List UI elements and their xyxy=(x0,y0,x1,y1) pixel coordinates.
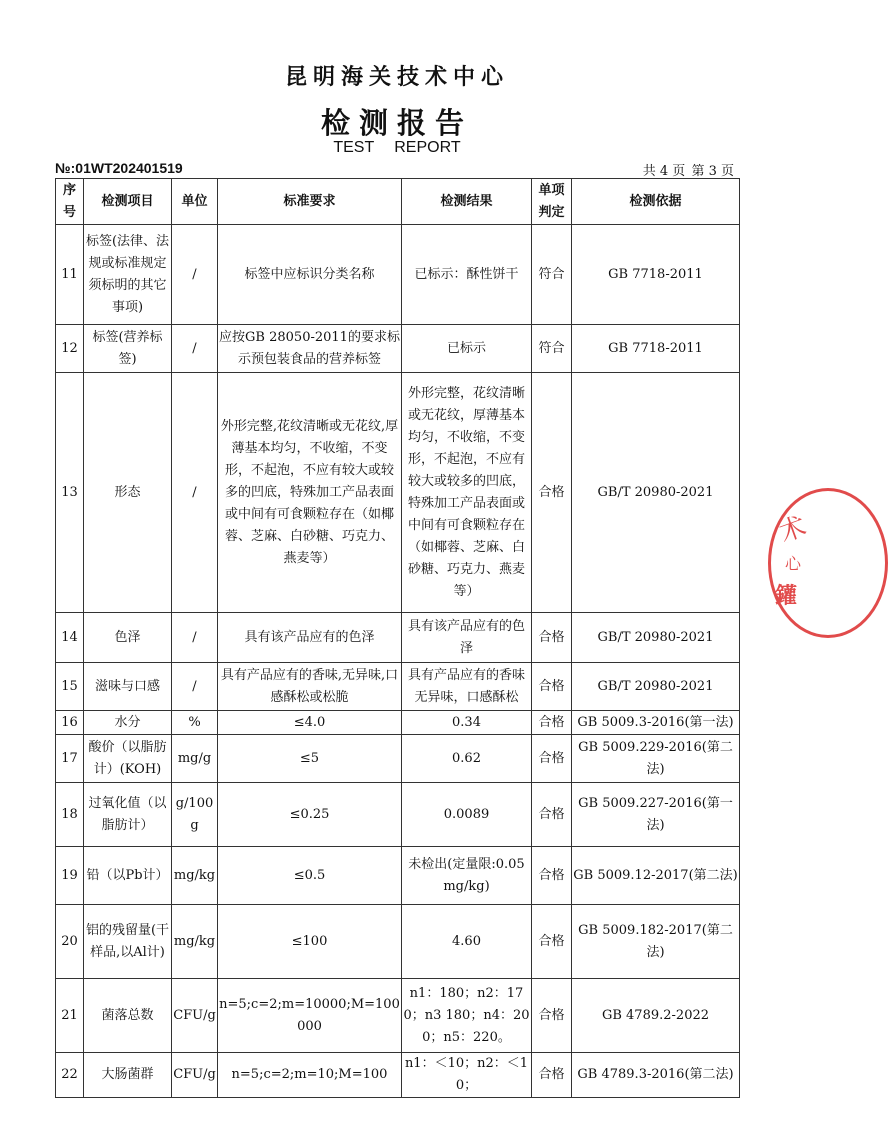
report-sub-word: TEST xyxy=(333,139,375,156)
cell-verdict: 合格 xyxy=(532,1053,572,1098)
cell-requirement: 标签中应标识分类名称 xyxy=(218,225,402,325)
cell-result: 外形完整，花纹清晰或无花纹，厚薄基本均匀，不收缩，不变形，不起泡，不应有较大或较多的凹底，特殊加工产品表面或中间有可食颗粒存在（如椰蓉、芝麻、白砂糖、巧克力、燕麦等） xyxy=(402,373,532,613)
cell-unit: g/100g xyxy=(172,783,218,847)
cell-unit: CFU/g xyxy=(172,1053,218,1098)
cell-basis: GB 5009.12-2017(第二法) xyxy=(572,847,740,905)
cell-verdict: 合格 xyxy=(532,373,572,613)
cell-basis: GB 5009.3-2016(第一法) xyxy=(572,711,740,735)
cell-unit: mg/kg xyxy=(172,847,218,905)
cell-verdict: 合格 xyxy=(532,905,572,979)
cell-basis: GB 7718-2011 xyxy=(572,225,740,325)
col-header: 检测项目 xyxy=(84,179,172,225)
cell-requirement: ≤5 xyxy=(218,735,402,783)
table-row xyxy=(56,711,740,735)
table-row xyxy=(56,225,740,325)
cell-result: 未检出(定量限:0.05mg/kg) xyxy=(402,847,532,905)
cell-item: 色泽 xyxy=(84,613,172,663)
cell-result: n1：180；n2：170；n3 180；n4：200；n5：220。 xyxy=(402,979,532,1053)
cell-verdict: 合格 xyxy=(532,711,572,735)
cell-basis: GB/T 20980-2021 xyxy=(572,373,740,613)
cell-requirement: ≤4.0 xyxy=(218,711,402,735)
cell-requirement: ≤0.5 xyxy=(218,847,402,905)
cell-requirement: 应按GB 28050-2011的要求标示预包装食品的营养标签 xyxy=(218,325,402,373)
cell-basis: GB 5009.229-2016(第二法) xyxy=(572,735,740,783)
table-row xyxy=(56,905,740,979)
cell-requirement: n=5;c=2;m=10000;M=100000 xyxy=(218,979,402,1053)
col-header: 单位 xyxy=(172,179,218,225)
table-row xyxy=(56,783,740,847)
page-current: 第 3 页 xyxy=(691,164,734,179)
cell-unit: / xyxy=(172,663,218,711)
cell-verdict: 合格 xyxy=(532,979,572,1053)
cell-unit: / xyxy=(172,613,218,663)
table-row xyxy=(56,847,740,905)
cell-verdict: 合格 xyxy=(532,735,572,783)
cell-no: 22 xyxy=(56,1053,84,1098)
cell-unit: / xyxy=(172,325,218,373)
col-header: 单项判定 xyxy=(532,179,572,225)
cell-result: n1：＜10；n2：＜10； xyxy=(402,1053,532,1098)
report-number-label: №: xyxy=(55,160,76,176)
cell-item: 铅（以Pb计） xyxy=(84,847,172,905)
org-title: 昆明海关技术中心 xyxy=(284,64,509,90)
cell-no: 11 xyxy=(56,225,84,325)
cell-unit: / xyxy=(172,373,218,613)
cell-item: 菌落总数 xyxy=(84,979,172,1053)
cell-verdict: 合格 xyxy=(532,663,572,711)
cell-no: 21 xyxy=(56,979,84,1053)
table-row xyxy=(56,373,740,613)
cell-result: 0.62 xyxy=(402,735,532,783)
cell-item: 铝的残留量(干样品,以Al计) xyxy=(84,905,172,979)
cell-item: 滋味与口感 xyxy=(84,663,172,711)
cell-basis: GB/T 20980-2021 xyxy=(572,663,740,711)
cell-item: 形态 xyxy=(84,373,172,613)
cell-verdict: 合格 xyxy=(532,847,572,905)
cell-unit: CFU/g xyxy=(172,979,218,1053)
report-sub-word: REPORT xyxy=(394,139,461,156)
cell-result: 已标示 xyxy=(402,325,532,373)
cell-basis: GB/T 20980-2021 xyxy=(572,613,740,663)
cell-item: 过氧化值（以脂肪计） xyxy=(84,783,172,847)
col-header: 检测结果 xyxy=(402,179,532,225)
official-seal-stamp xyxy=(768,488,888,638)
cell-requirement: 外形完整,花纹清晰或无花纹,厚薄基本均匀，不收缩，不变形，不起泡，不应有较大或较多的凹底，特殊加工产品表面或中间有可食颗粒存在（如椰蓉、芝麻、白砂糖、巧克力、燕麦等） xyxy=(218,373,402,613)
test-results-table xyxy=(55,178,740,1098)
cell-requirement: ≤100 xyxy=(218,905,402,979)
cell-no: 20 xyxy=(56,905,84,979)
col-header: 标准要求 xyxy=(218,179,402,225)
table-header-row xyxy=(56,179,740,225)
cell-result: 已标示：酥性饼干 xyxy=(402,225,532,325)
cell-no: 14 xyxy=(56,613,84,663)
cell-result: 具有该产品应有的色泽 xyxy=(402,613,532,663)
table-row xyxy=(56,979,740,1053)
cell-unit: % xyxy=(172,711,218,735)
table-row xyxy=(56,613,740,663)
cell-no: 15 xyxy=(56,663,84,711)
cell-verdict: 合格 xyxy=(532,613,572,663)
cell-item: 标签(法律、法规或标准规定须标明的其它事项) xyxy=(84,225,172,325)
cell-requirement: 具有产品应有的香味,无异味,口感酥松或松脆 xyxy=(218,663,402,711)
cell-result: 0.34 xyxy=(402,711,532,735)
seal-char: 鑵 xyxy=(775,583,798,609)
page-info xyxy=(641,160,734,179)
cell-verdict: 符合 xyxy=(532,325,572,373)
cell-unit: mg/g xyxy=(172,735,218,783)
cell-no: 17 xyxy=(56,735,84,783)
cell-no: 19 xyxy=(56,847,84,905)
cell-no: 13 xyxy=(56,373,84,613)
cell-no: 12 xyxy=(56,325,84,373)
cell-item: 大肠菌群 xyxy=(84,1053,172,1098)
report-title: 检测报告 xyxy=(320,106,473,140)
cell-basis: GB 4789.3-2016(第二法) xyxy=(572,1053,740,1098)
cell-basis: GB 7718-2011 xyxy=(572,325,740,373)
cell-result: 4.60 xyxy=(402,905,532,979)
table-row xyxy=(56,325,740,373)
cell-verdict: 合格 xyxy=(532,783,572,847)
cell-requirement: 具有该产品应有的色泽 xyxy=(218,613,402,663)
table-row xyxy=(56,663,740,711)
cell-unit: mg/kg xyxy=(172,905,218,979)
cell-item: 水分 xyxy=(84,711,172,735)
cell-basis: GB 4789.2-2022 xyxy=(572,979,740,1053)
cell-result: 具有产品应有的香味无异味，口感酥松 xyxy=(402,663,532,711)
cell-requirement: n=5;c=2;m=10;M=100 xyxy=(218,1053,402,1098)
cell-basis: GB 5009.227-2016(第一法) xyxy=(572,783,740,847)
table-row xyxy=(56,1053,740,1098)
cell-unit: / xyxy=(172,225,218,325)
col-header: 序号 xyxy=(56,179,84,225)
cell-no: 16 xyxy=(56,711,84,735)
col-header: 检测依据 xyxy=(572,179,740,225)
cell-no: 18 xyxy=(56,783,84,847)
cell-item: 酸价（以脂肪计）(KOH) xyxy=(84,735,172,783)
page-total: 共 4 页 xyxy=(642,164,686,179)
report-subtitle xyxy=(0,139,794,157)
table-row xyxy=(56,735,740,783)
cell-basis: GB 5009.182-2017(第二法) xyxy=(572,905,740,979)
cell-result: 0.0089 xyxy=(402,783,532,847)
report-number xyxy=(55,160,183,176)
report-number-value: 01WT202401519 xyxy=(75,160,183,176)
seal-char: 心 xyxy=(785,554,802,573)
cell-requirement: ≤0.25 xyxy=(218,783,402,847)
cell-verdict: 符合 xyxy=(532,225,572,325)
seal-char: 术 xyxy=(775,511,811,549)
cell-item: 标签(营养标签) xyxy=(84,325,172,373)
